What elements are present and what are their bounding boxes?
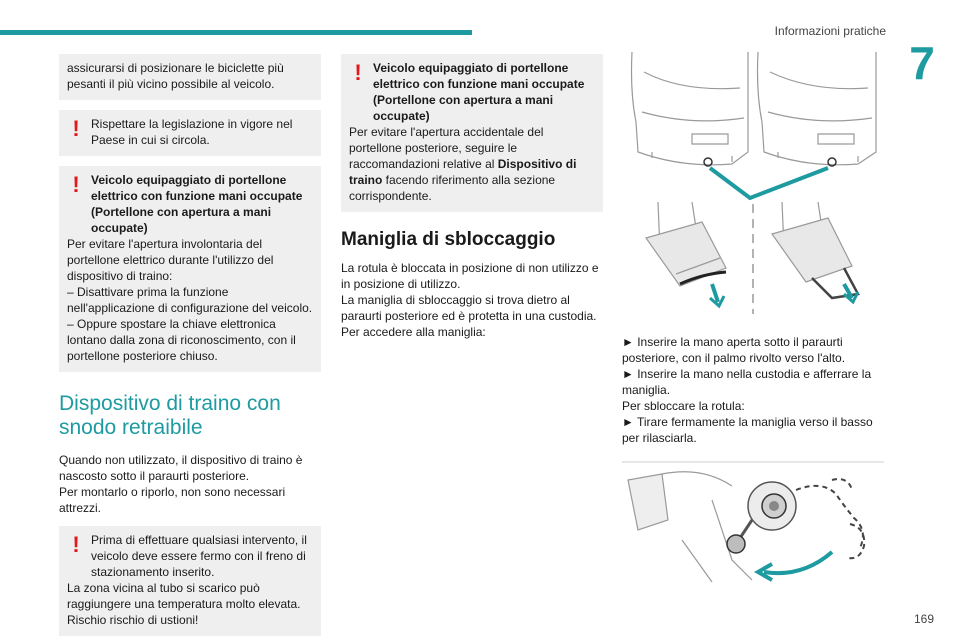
- bumper-handle-drawing: [622, 52, 884, 322]
- warning-tailgate-line1: Per evitare l'apertura involontaria del portellone elettrico durante l'utilizzo del dispositivo di traino:: [67, 237, 274, 283]
- illustration-ball-joint: [622, 460, 884, 588]
- note-bikes-text: assicurarsi di posizionare le biciclette più pesanti il più vicino possibile al veicolo.: [67, 61, 284, 91]
- release-p1: La rotula è bloccata in posizione di non utilizzo e in posizione di utilizzo.: [341, 261, 599, 291]
- chapter-number: 7: [909, 37, 935, 89]
- warning-stop-line1: Prima di effettuare qualsiasi intervento, il veicolo deve essere fermo con il freno di stazionamento inserito.: [91, 533, 307, 579]
- warning-tailgate2-text-a: Per evitare l'apertura accidentale del portellone posteriore, seguire le raccomandazioni relative al: [349, 125, 544, 171]
- page-number: 169: [913, 612, 934, 626]
- warning-exclamation-icon: !: [72, 116, 80, 141]
- warning-tailgate-line2: – Disattivare prima la funzione nell'applicazione di configurazione del veicolo.: [67, 285, 313, 315]
- heading-release-handle: Maniglia di sbloccaggio: [341, 229, 556, 250]
- column-middle: [341, 54, 603, 340]
- warning-exclamation-icon: !: [72, 532, 80, 557]
- section-title: Informazioni pratiche: [774, 24, 886, 38]
- ball-joint-drawing: [622, 460, 884, 588]
- header-accent-bar: [0, 30, 472, 35]
- step-insert-hand: ► Inserire la mano aperta sotto il paraurti posteriore, con il palmo rivolto verso l'alto.: [622, 335, 846, 365]
- intro-no-tools-text: Per montarlo o riporlo, non sono necessari attrezzi.: [59, 485, 286, 515]
- release-p2: La maniglia di sbloccaggio si trova dietro al paraurti posteriore ed è protetta in una custodia.: [341, 293, 597, 323]
- column-left: [59, 54, 321, 640]
- unlock-intro: Per sbloccare la rotula:: [622, 399, 745, 413]
- step-grab-handle: ► Inserire la mano nella custodia e afferrare la maniglia.: [622, 367, 872, 397]
- warning-tailgate-title: Veicolo equipaggiato di portellone elettrico con funzione mani occupate (Portellone con apertura a mani occupate): [91, 173, 303, 235]
- illustration-bumper-handle: [622, 52, 884, 322]
- warning-box-law: [59, 110, 321, 156]
- column-right: [622, 52, 884, 588]
- heading-towbar: Dispositivo di traino con snodo retraibile: [59, 392, 281, 439]
- step-pull-handle: ► Tirare fermamente la maniglia verso il basso per rilasciarla.: [622, 415, 873, 445]
- warning-exclamation-icon: !: [354, 60, 362, 85]
- warning-stop-line2: La zona vicina al tubo si scarico può raggiungere una temperatura molto elevata. Rischio rischio di ustioni!: [67, 581, 301, 627]
- warning-tailgate2-text: [349, 124, 595, 204]
- warning-exclamation-icon: !: [72, 172, 80, 197]
- warning-tailgate2-title: Veicolo equipaggiato di portellone elettrico con funzione mani occupate (Portellone con apertura a mani occupate): [373, 61, 585, 123]
- warning-box-tailgate-2: [341, 54, 603, 212]
- note-box-bikes: [59, 54, 321, 100]
- release-p3: Per accedere alla maniglia:: [341, 325, 486, 339]
- warning-box-stop: [59, 526, 321, 636]
- intro-hidden-text: Quando non utilizzato, il dispositivo di traino è nascosto sotto il paraurti posteriore.: [59, 453, 303, 483]
- warning-tailgate-line3: – Oppure spostare la chiave elettronica lontano dalla zona di riconoscimento, con il portellone posteriore chiuso.: [67, 317, 296, 363]
- warning-box-tailgate: [59, 166, 321, 372]
- warning-law-text: Rispettare la legislazione in vigore nel Paese in cui si circola.: [91, 117, 293, 147]
- link-dispositivo-traino: Dispositivo di traino: [349, 157, 577, 187]
- warning-tailgate2-text-b: facendo riferimento alla sezione corrispondente.: [349, 173, 556, 203]
